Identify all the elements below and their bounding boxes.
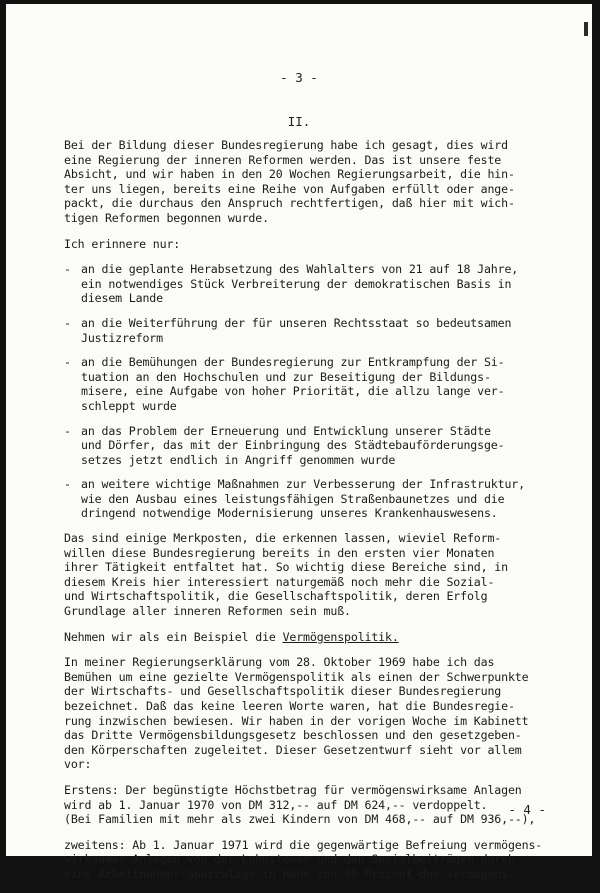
declaration-paragraph: In meiner Regierungserklärung vom 28. Oktober 1969 habe ich das Bemühen um eine gezielte Vermögenspolitik als einen der Schwerpunkte der Wirtschafts- und Gesellschaftspolitik dieser Bundesregierung bezeichnet. Daß das keine leeren Worte waren, hat die Bundesregie- rung inzwischen bewiesen. Wir haben in der vorigen Woche im Kabinett das Dritte Vermögensbildungsgesetz beschlossen und den gesetzgeben- den Körperschaften zugeleitet. Dieser Gesetzentwurf sieht vor allem vor: bbox=[64, 655, 529, 772]
list-dash: - bbox=[64, 315, 71, 330]
section-heading: II. bbox=[287, 114, 311, 129]
list-dash: - bbox=[64, 355, 71, 370]
scan-edge-mark bbox=[584, 22, 588, 36]
list-dash: - bbox=[64, 477, 71, 492]
list-item-text: an weitere wichtige Maßnahmen zur Verbesserung der Infrastruktur, wie den Ausbau eines leistungsfähigen Straßenbaunetzes und die dringend notwendige Modernisierung unseres Krankenhauswesens. bbox=[81, 477, 525, 521]
body-text bbox=[64, 138, 570, 893]
list-item bbox=[64, 355, 570, 413]
list-item-text: an die Weiterführung der für unseren Rechtsstaat so bedeutsamen Justizreform bbox=[81, 315, 512, 345]
list-dash: - bbox=[64, 423, 71, 438]
example-prefix: Nehmen wir als ein Beispiel die bbox=[64, 629, 283, 644]
list-item-text: an das Problem der Erneuerung und Entwicklung unserer Städte und Dörfer, das mit der Einbringung des Städtebauförderungsge- setzes jetzt endlich in Angriff genommen wurde bbox=[81, 423, 505, 467]
intro-paragraph: Bei der Bildung dieser Bundesregierung habe ich gesagt, dies wird eine Regierung der inneren Reformen werden. Das ist unsere feste Absicht, und wir haben in den 20 Wochen Regierungsarbeit, die hin- ter uns liegen, bereits eine Reihe von Aufgaben erfüllt oder ange- packt, die durchaus den Anspruch rechtfertigen, daß hier mit wich- tigen Reformen begonnen wurde. bbox=[64, 138, 515, 225]
remind-paragraph: Ich erinnere nur: bbox=[64, 236, 181, 251]
next-page-number: - 4 - bbox=[508, 802, 546, 817]
list-item bbox=[64, 316, 570, 345]
summary-paragraph: Das sind einige Merkposten, die erkennen lassen, wieviel Reform- willen diese Bundesregierung bereits in den ersten vier Monaten ihrer Tätigkeit entfaltet hat. So wichtig diese Bereiche sind, in diesem Kreis hier interessiert naturgemäß noch mehr die Sozial- und Wirtschaftspolitik, die Gesellschaftspolitik, deren Erfolg Grundlage aller inneren Reformen sein muß. bbox=[64, 531, 508, 619]
second-measure-paragraph: zweitens: Ab 1. Januar 1971 wird die gegenwärtige Befreiung vermögens- wirksamer Anlagen von der Lohnsteuer und den Sozialbeiträgen durch eine Arbeitnehmer-Sparzulage in Höhe von 30 Prozent der vermögens- bbox=[64, 837, 543, 881]
first-measure-paragraph: Erstens: Der begünstigte Höchstbetrag für vermögenswirksame Anlagen wird ab 1. Januar 1970 von DM 312,-- auf DM 624,-- verdoppelt. (Bei Familien mit mehr als zwei Kindern von DM 468,-- auf DM 936,--), bbox=[64, 782, 536, 827]
list-item-text: an die geplante Herabsetzung des Wahlalters von 21 auf 18 Jahre, ein notwendiges Stück Verbreiterung der demokratischen Basis in diesem Lande bbox=[81, 262, 519, 306]
document-page bbox=[6, 4, 592, 881]
list-item bbox=[64, 424, 570, 468]
list-item bbox=[64, 262, 570, 306]
reform-list bbox=[64, 262, 570, 521]
example-term: Vermögenspolitik. bbox=[282, 629, 399, 644]
list-item bbox=[64, 477, 570, 521]
list-dash: - bbox=[64, 262, 71, 277]
example-paragraph bbox=[64, 630, 570, 645]
list-item-text: an die Bemühungen der Bundesregierung zur Entkrampfung der Si- tuation an den Hochschulen und zur Beseitigung der Bildungs- misere, eine Aufgabe von hoher Priorität, die allzu lange ver- schleppt wurde bbox=[81, 355, 505, 413]
page-number: - 3 - bbox=[280, 70, 318, 85]
